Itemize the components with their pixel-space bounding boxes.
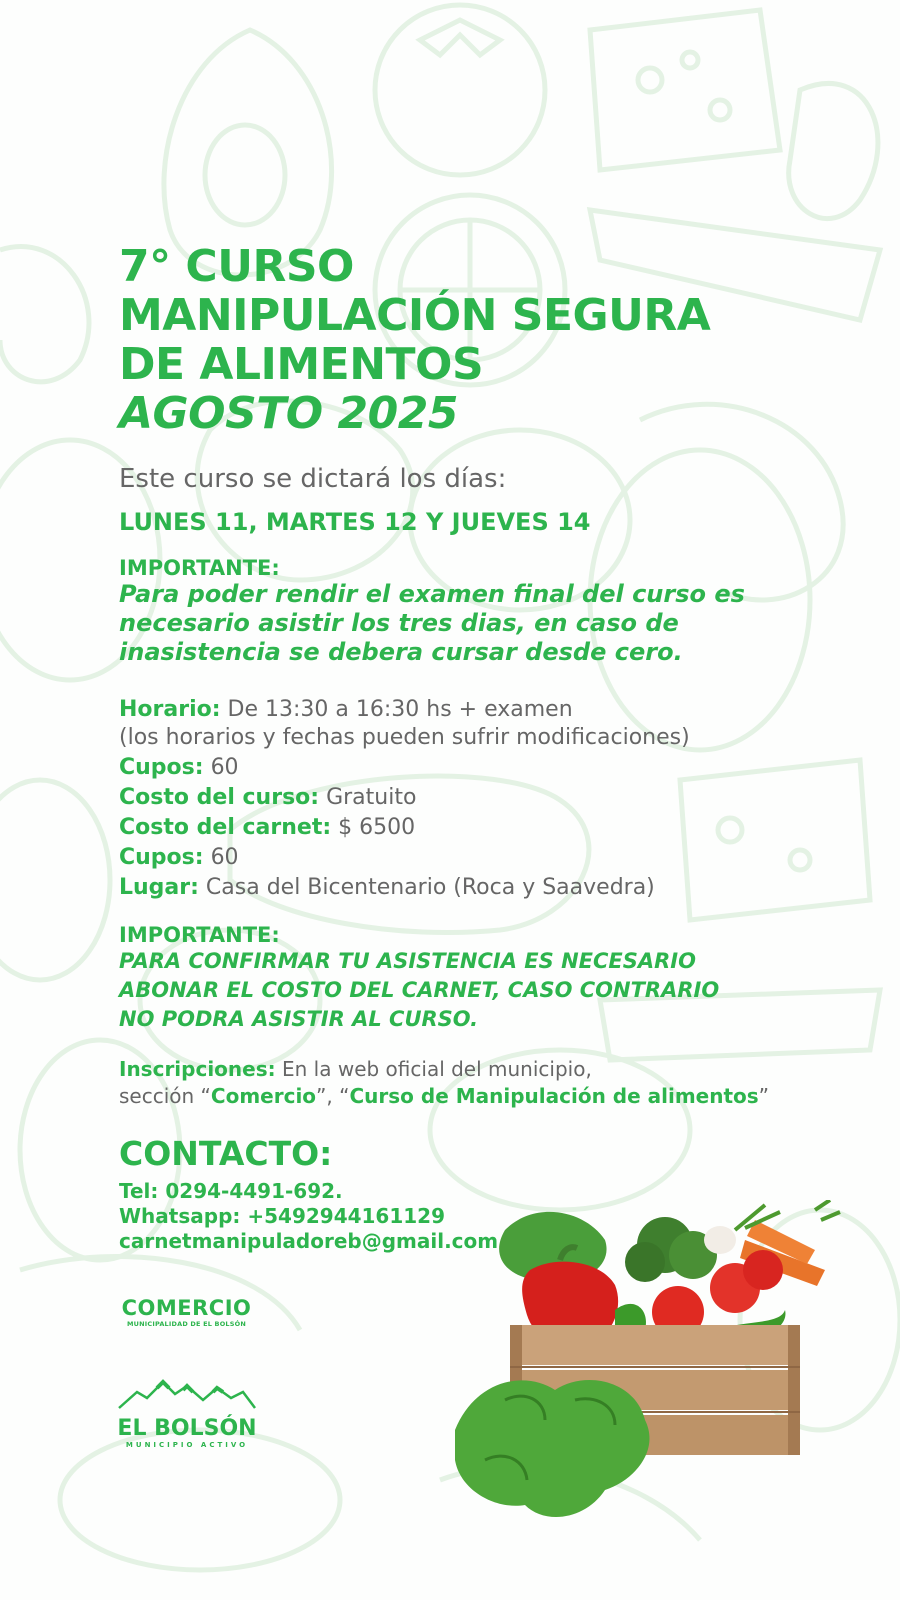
vegetable-crate-illustration	[445, 1200, 845, 1530]
contact-title: CONTACTO:	[119, 1134, 333, 1173]
course-title	[119, 242, 819, 438]
title-line-2: MANIPULACIÓN SEGURA	[119, 290, 711, 341]
seccion-comercio: Comercio	[210, 1084, 317, 1108]
inscripciones-line-1	[119, 1056, 819, 1083]
comercio-logo-title: COMERCIO	[121, 1296, 252, 1320]
important-message-line-2: necesario asistir los tres dias, en caso de	[119, 609, 679, 637]
lugar-label: Lugar:	[119, 875, 199, 900]
lugar-row	[119, 873, 819, 903]
course-days: LUNES 11, MARTES 12 Y JUEVES 14	[119, 508, 591, 536]
contact-whatsapp: Whatsapp: +5492944161129	[119, 1204, 446, 1228]
title-line-3: DE ALIMENTOS	[119, 339, 484, 390]
costo-curso-row	[119, 783, 819, 813]
payment-message-line-3: NO PODRA ASISTIR AL CURSO.	[119, 1007, 479, 1031]
title-line-1: 7° CURSO	[119, 241, 354, 292]
payment-message-line-1: PARA CONFIRMAR TU ASISTENCIA ES NECESARIO	[119, 949, 696, 973]
course-info	[119, 695, 819, 903]
seccion-prefix: sección “	[119, 1084, 211, 1108]
cupos-row-2	[119, 843, 819, 873]
comercio-logo	[119, 1296, 254, 1328]
el-bolson-logo-title: EL BOLSÓN	[117, 1416, 257, 1441]
inscripciones-info	[119, 1056, 819, 1110]
contact-phone: Tel: 0294-4491-692.	[119, 1179, 343, 1203]
inscripciones-text: En la web oficial del municipio,	[282, 1057, 592, 1081]
cupos-row	[119, 753, 819, 783]
comercio-logo-subtitle: MUNICIPALIDAD DE EL BOLSÓN	[126, 1320, 247, 1328]
important-message-line-3: inasistencia se debera cursar desde cero.	[119, 638, 683, 666]
lugar-value: Casa del Bicentenario (Roca y Saavedra)	[205, 875, 655, 900]
payment-message-line-2: ABONAR EL COSTO DEL CARNET, CASO CONTRARIO	[119, 978, 720, 1002]
important-notice-payment	[119, 923, 819, 1034]
contact-email: carnetmanipuladoreb@gmail.com	[119, 1229, 499, 1253]
flyer-content	[119, 242, 819, 1254]
seccion-suffix: ”	[758, 1084, 770, 1108]
important-message-line-1: Para poder rendir el examen final del curso es	[119, 580, 745, 608]
cupos-value: 60	[210, 755, 239, 780]
mountain-icon	[117, 1378, 257, 1412]
important-label-2: IMPORTANTE:	[119, 923, 280, 947]
costo-curso-value: Gratuito	[326, 785, 417, 810]
important-notice-attendance	[119, 556, 819, 667]
horario-note: (los horarios y fechas pueden sufrir modificaciones)	[119, 725, 690, 750]
important-label: IMPORTANTE:	[119, 556, 280, 580]
costo-carnet-value: $ 6500	[338, 815, 416, 840]
cupos-label-2: Cupos:	[119, 845, 204, 870]
costo-curso-label: Costo del curso:	[119, 785, 320, 810]
costo-carnet-row	[119, 813, 819, 843]
course-days-intro: Este curso se dictará los días:	[119, 464, 507, 494]
horario-label: Horario:	[119, 697, 221, 722]
title-line-4: AGOSTO 2025	[119, 388, 458, 439]
inscripciones-label: Inscripciones:	[119, 1057, 276, 1081]
el-bolson-logo-subtitle: MUNICIPIO ACTIVO	[125, 1441, 249, 1449]
horario-value: De 13:30 a 16:30 hs + examen	[227, 697, 573, 722]
cupos-label: Cupos:	[119, 755, 204, 780]
seccion-curso: Curso de Manipulación de alimentos	[349, 1084, 759, 1108]
inscripciones-line-2	[119, 1083, 819, 1110]
horario-row	[119, 695, 819, 725]
costo-carnet-label: Costo del carnet:	[119, 815, 332, 840]
cupos-value-2: 60	[210, 845, 239, 870]
el-bolson-logo	[117, 1378, 257, 1449]
seccion-separator: ”, “	[316, 1084, 350, 1108]
